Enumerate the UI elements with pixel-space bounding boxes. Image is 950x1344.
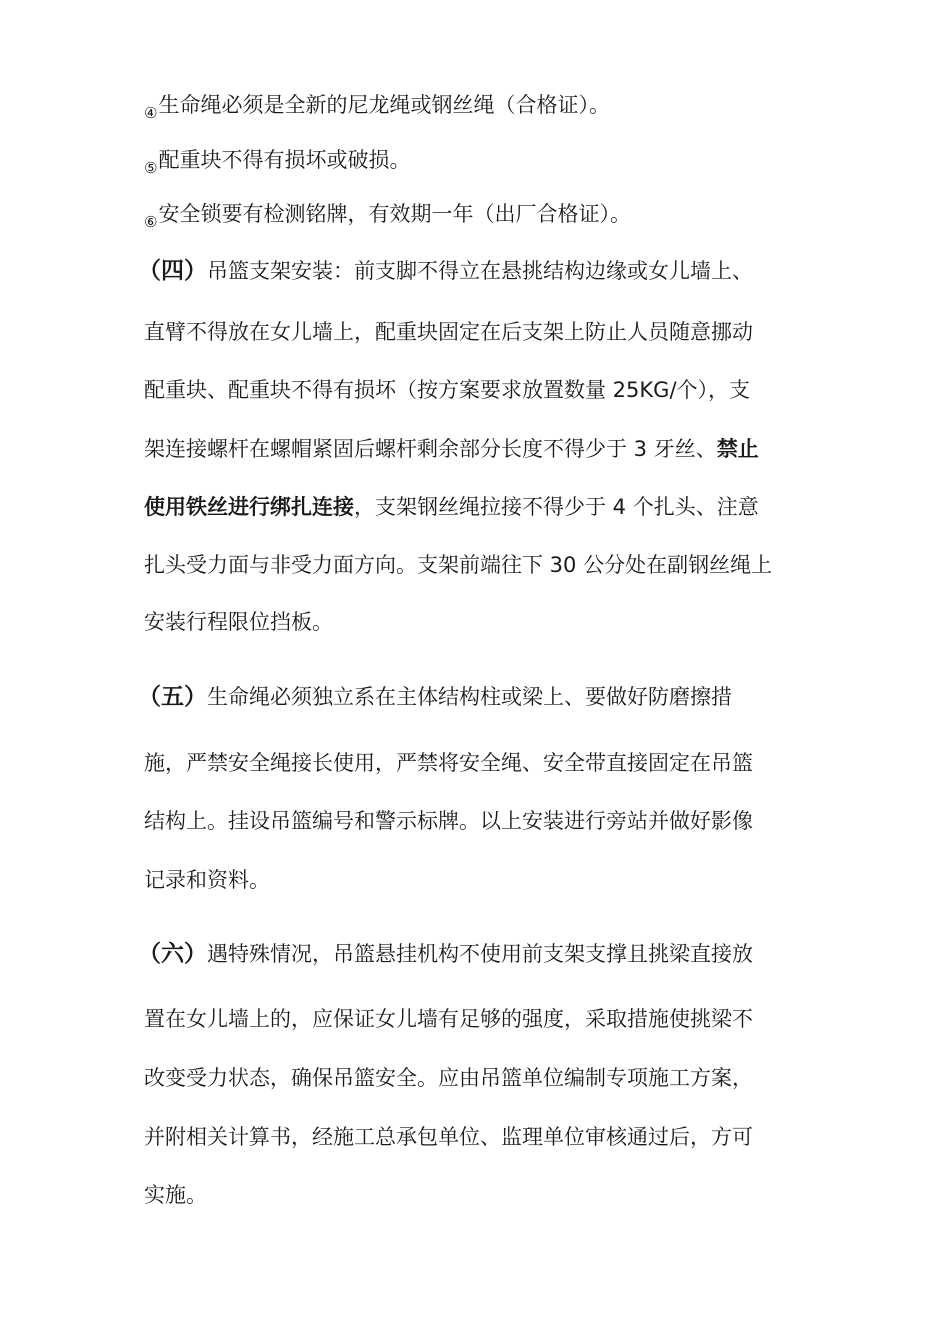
- item-number: ⑤: [144, 159, 158, 177]
- section6-heading: （六）: [138, 941, 207, 967]
- section6-line-5: 实施。: [144, 1183, 207, 1207]
- item-text: 配重块不得有损坏或破损。: [158, 148, 411, 172]
- section4-line-4: [144, 434, 814, 464]
- section5-line-4: 记录和资料。: [144, 868, 270, 892]
- section4-line-3: 配重块、配重块不得有损坏（按方案要求放置数量 25KG/个），支: [144, 378, 751, 402]
- section4-line-5: [144, 492, 814, 522]
- section4-text: 架连接螺杆在螺帽紧固后螺杆剩余部分长度不得少于 3 牙丝、: [144, 437, 717, 461]
- section4-heading: （四）: [138, 258, 207, 284]
- section4-bold-text: 使用铁丝进行绑扎连接: [144, 495, 354, 519]
- section5-line-3: 结构上。挂设吊篮编号和警示标牌。以上安装进行旁站并做好影像: [144, 809, 753, 833]
- item-number: ④: [144, 104, 158, 122]
- section4-line-7: 安装行程限位挡板。: [144, 610, 333, 634]
- item-number: ⑥: [144, 213, 158, 231]
- section6-line-2: 置在女儿墙上的，应保证女儿墙有足够的强度，采取措施使挑梁不: [144, 1007, 753, 1031]
- section4-bold-text: 禁止: [716, 437, 759, 461]
- section6-line-4: 并附相关计算书，经施工总承包单位、监理单位审核通过后，方可: [144, 1125, 753, 1149]
- section6-line-3: 改变受力状态，确保吊篮安全。应由吊篮单位编制专项施工方案，: [144, 1066, 753, 1090]
- section6-line-1: [138, 939, 808, 969]
- section4-line-6: 扎头受力面与非受力面方向。支架前端往下 30 公分处在副钢丝绳上: [144, 553, 773, 577]
- list-item: [144, 90, 814, 128]
- list-item: [144, 199, 814, 237]
- list-item: [144, 145, 814, 183]
- section4-text: 吊篮支架安装：前支脚不得立在悬挑结构边缘或女儿墙上、: [207, 259, 753, 283]
- section6-text: 遇特殊情况，吊篮悬挂机构不使用前支架支撑且挑梁直接放: [207, 942, 753, 966]
- section5-text: 生命绳必须独立系在主体结构柱或梁上、要做好防磨擦措: [207, 685, 732, 709]
- section5-line-1: [138, 682, 808, 712]
- section5-line-2: 施，严禁安全绳接长使用，严禁将安全绳、安全带直接固定在吊篮: [144, 751, 753, 775]
- section4-text: ，支架钢丝绳拉接不得少于 4 个扎头、注意: [354, 495, 759, 519]
- section4-line-1: [138, 256, 808, 286]
- section5-heading: （五）: [138, 684, 207, 710]
- item-text: 生命绳必须是全新的尼龙绳或钢丝绳（合格证）。: [158, 93, 610, 117]
- item-text: 安全锁要有检测铭牌，有效期一年（出厂合格证）。: [158, 202, 631, 226]
- section4-line-2: 直臂不得放在女儿墙上，配重块固定在后支架上防止人员随意挪动: [144, 320, 753, 344]
